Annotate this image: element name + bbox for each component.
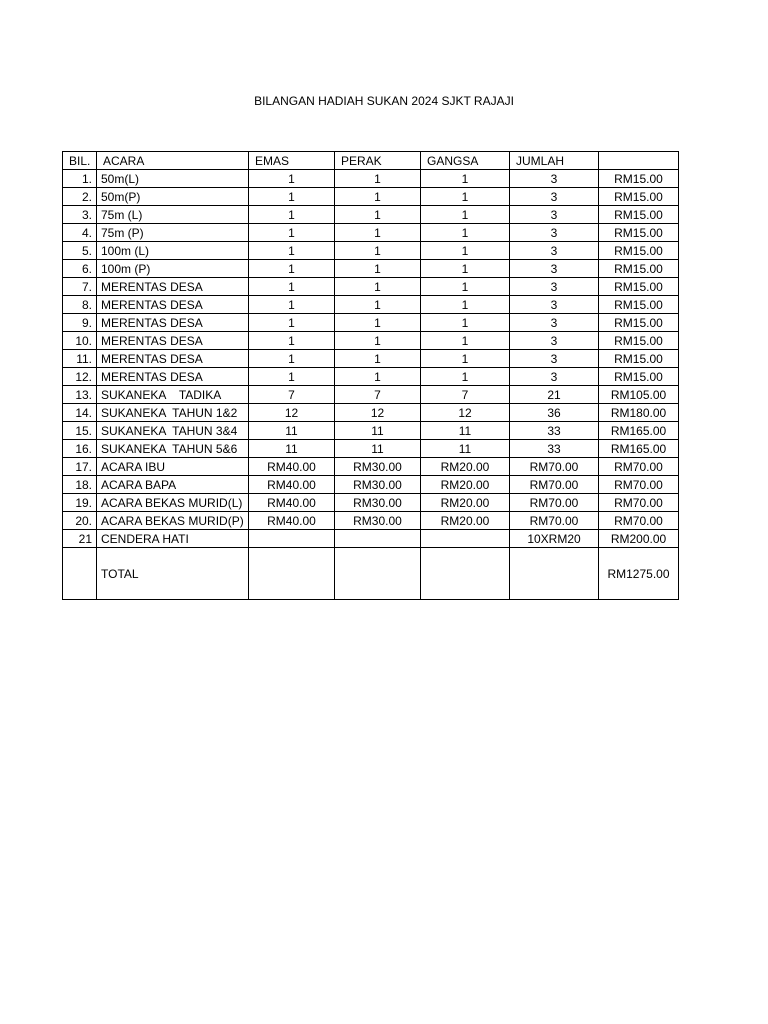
cell-acara: SUKANEKA TADIKA (97, 386, 249, 404)
cell-emas: 1 (249, 170, 335, 188)
cell-perak: RM30.00 (335, 512, 421, 530)
cell-perak: 1 (335, 296, 421, 314)
cell-amount: RM15.00 (599, 224, 679, 242)
cell-jumlah: 3 (510, 224, 599, 242)
cell-gangsa: 11 (421, 440, 510, 458)
cell-amount: RM180.00 (599, 404, 679, 422)
cell-amount: RM15.00 (599, 170, 679, 188)
cell-emas: 7 (249, 386, 335, 404)
cell-amount: RM105.00 (599, 386, 679, 404)
cell-amount: RM15.00 (599, 278, 679, 296)
cell-bil: 3. (63, 206, 97, 224)
cell-jumlah: RM70.00 (510, 458, 599, 476)
cell-gangsa: 11 (421, 422, 510, 440)
table-row (63, 422, 679, 440)
table-row (63, 350, 679, 368)
table-row (63, 494, 679, 512)
cell-jumlah: 33 (510, 440, 599, 458)
cell-amount: RM165.00 (599, 422, 679, 440)
header-jumlah: JUMLAH (510, 152, 599, 170)
cell-amount: RM70.00 (599, 476, 679, 494)
cell-perak: RM30.00 (335, 494, 421, 512)
cell-bil: 20. (63, 512, 97, 530)
cell-bil: 8. (63, 296, 97, 314)
cell-jumlah: RM70.00 (510, 476, 599, 494)
cell-perak: 11 (335, 422, 421, 440)
cell-gangsa: 1 (421, 314, 510, 332)
cell-acara: MERENTAS DESA (97, 296, 249, 314)
cell-gangsa: 1 (421, 206, 510, 224)
cell-jumlah: 3 (510, 332, 599, 350)
cell-bil: 17. (63, 458, 97, 476)
cell-gangsa: 1 (421, 278, 510, 296)
cell-amount: RM15.00 (599, 332, 679, 350)
prize-table (62, 151, 679, 600)
header-emas: EMAS (249, 152, 335, 170)
cell-perak: 1 (335, 206, 421, 224)
table-row (63, 260, 679, 278)
cell-jumlah: 21 (510, 386, 599, 404)
table-row (63, 368, 679, 386)
table-row (63, 206, 679, 224)
cell-jumlah: RM70.00 (510, 512, 599, 530)
table-row (63, 530, 679, 548)
cell-amount: RM15.00 (599, 314, 679, 332)
cell-bil: 11. (63, 350, 97, 368)
cell-jumlah: RM70.00 (510, 494, 599, 512)
table-header-row (63, 152, 679, 170)
cell-emas: 1 (249, 314, 335, 332)
total-row (63, 548, 679, 600)
cell-emas: 1 (249, 206, 335, 224)
cell-amount: RM15.00 (599, 368, 679, 386)
cell-emas: 1 (249, 188, 335, 206)
cell-acara: MERENTAS DESA (97, 368, 249, 386)
cell-bil: 10. (63, 332, 97, 350)
cell-emas: 1 (249, 332, 335, 350)
cell-amount: RM165.00 (599, 440, 679, 458)
cell-emas: 1 (249, 350, 335, 368)
cell-emas: RM40.00 (249, 458, 335, 476)
cell-amount: RM15.00 (599, 206, 679, 224)
cell-amount: RM70.00 (599, 458, 679, 476)
cell-acara: MERENTAS DESA (97, 332, 249, 350)
cell-bil: 7. (63, 278, 97, 296)
cell-perak: 1 (335, 332, 421, 350)
cell-amount: RM15.00 (599, 296, 679, 314)
table-row (63, 386, 679, 404)
table-row (63, 476, 679, 494)
cell-emas: RM40.00 (249, 512, 335, 530)
cell-bil: 9. (63, 314, 97, 332)
cell-gangsa (421, 530, 510, 548)
cell-perak: 1 (335, 350, 421, 368)
cell-jumlah: 3 (510, 260, 599, 278)
table-row (63, 314, 679, 332)
header-perak: PERAK (335, 152, 421, 170)
cell-gangsa: 1 (421, 224, 510, 242)
cell-acara: MERENTAS DESA (97, 350, 249, 368)
cell-emas: 11 (249, 422, 335, 440)
cell-perak: 1 (335, 188, 421, 206)
cell-emas: 1 (249, 224, 335, 242)
cell-amount: RM70.00 (599, 512, 679, 530)
cell-acara: ACARA BEKAS MURID(P) (97, 512, 249, 530)
total-cell-amount: RM1275.00 (599, 548, 679, 600)
cell-acara: SUKANEKA TAHUN 3&4 (97, 422, 249, 440)
cell-amount: RM15.00 (599, 350, 679, 368)
cell-gangsa: 1 (421, 242, 510, 260)
total-cell-acara: TOTAL (97, 548, 249, 600)
total-cell-jumlah (510, 548, 599, 600)
cell-amount: RM15.00 (599, 260, 679, 278)
cell-gangsa: 1 (421, 350, 510, 368)
cell-gangsa: 12 (421, 404, 510, 422)
cell-acara: MERENTAS DESA (97, 278, 249, 296)
cell-perak: 1 (335, 314, 421, 332)
cell-perak: 11 (335, 440, 421, 458)
cell-acara: 100m (L) (97, 242, 249, 260)
header-gangsa: GANGSA (421, 152, 510, 170)
cell-gangsa: 1 (421, 332, 510, 350)
cell-acara: 75m (L) (97, 206, 249, 224)
cell-amount: RM15.00 (599, 242, 679, 260)
cell-acara: 100m (P) (97, 260, 249, 278)
cell-acara: SUKANEKA TAHUN 1&2 (97, 404, 249, 422)
table-row (63, 512, 679, 530)
cell-emas: RM40.00 (249, 494, 335, 512)
cell-amount: RM15.00 (599, 188, 679, 206)
cell-bil: 12. (63, 368, 97, 386)
cell-acara: ACARA IBU (97, 458, 249, 476)
cell-emas: 1 (249, 278, 335, 296)
table-row (63, 188, 679, 206)
cell-acara: 75m (P) (97, 224, 249, 242)
cell-perak: RM30.00 (335, 458, 421, 476)
cell-acara: MERENTAS DESA (97, 314, 249, 332)
total-cell-gangsa (421, 548, 510, 600)
cell-gangsa: 1 (421, 170, 510, 188)
cell-gangsa: RM20.00 (421, 494, 510, 512)
cell-gangsa: RM20.00 (421, 476, 510, 494)
cell-perak: RM30.00 (335, 476, 421, 494)
cell-perak: 1 (335, 242, 421, 260)
cell-emas (249, 530, 335, 548)
cell-acara: ACARA BAPA (97, 476, 249, 494)
cell-jumlah: 33 (510, 422, 599, 440)
cell-emas: 12 (249, 404, 335, 422)
cell-emas: 1 (249, 242, 335, 260)
cell-jumlah: 3 (510, 368, 599, 386)
cell-gangsa: 1 (421, 296, 510, 314)
cell-jumlah: 3 (510, 314, 599, 332)
cell-bil: 18. (63, 476, 97, 494)
cell-perak: 7 (335, 386, 421, 404)
cell-emas: 11 (249, 440, 335, 458)
cell-gangsa: 1 (421, 260, 510, 278)
table-row (63, 224, 679, 242)
cell-jumlah: 3 (510, 350, 599, 368)
table-body (63, 170, 679, 600)
cell-perak: 1 (335, 278, 421, 296)
cell-emas: 1 (249, 368, 335, 386)
cell-bil: 4. (63, 224, 97, 242)
cell-gangsa: 1 (421, 188, 510, 206)
cell-bil: 2. (63, 188, 97, 206)
cell-bil: 19. (63, 494, 97, 512)
cell-perak: 12 (335, 404, 421, 422)
table-row (63, 278, 679, 296)
cell-bil: 6. (63, 260, 97, 278)
cell-gangsa: 1 (421, 368, 510, 386)
cell-emas: RM40.00 (249, 476, 335, 494)
cell-jumlah: 10XRM20 (510, 530, 599, 548)
cell-emas: 1 (249, 260, 335, 278)
cell-acara: CENDERA HATI (97, 530, 249, 548)
cell-jumlah: 3 (510, 206, 599, 224)
cell-gangsa: 7 (421, 386, 510, 404)
table-row (63, 242, 679, 260)
cell-emas: 1 (249, 296, 335, 314)
header-acara: ACARA (97, 152, 249, 170)
cell-jumlah: 36 (510, 404, 599, 422)
cell-jumlah: 3 (510, 278, 599, 296)
cell-bil: 16. (63, 440, 97, 458)
table-row (63, 296, 679, 314)
cell-perak: 1 (335, 260, 421, 278)
header-amount (599, 152, 679, 170)
cell-jumlah: 3 (510, 188, 599, 206)
total-cell-emas (249, 548, 335, 600)
table-row (63, 170, 679, 188)
cell-perak: 1 (335, 368, 421, 386)
table-row (63, 440, 679, 458)
cell-jumlah: 3 (510, 242, 599, 260)
page-title: BILANGAN HADIAH SUKAN 2024 SJKT RAJAJI (254, 94, 514, 108)
cell-bil: 15. (63, 422, 97, 440)
table-row (63, 458, 679, 476)
table-row (63, 404, 679, 422)
cell-gangsa: RM20.00 (421, 458, 510, 476)
header-bil: BIL. (63, 152, 97, 170)
cell-amount: RM70.00 (599, 494, 679, 512)
cell-bil: 1. (63, 170, 97, 188)
cell-acara: 50m(P) (97, 188, 249, 206)
cell-gangsa: RM20.00 (421, 512, 510, 530)
cell-bil: 14. (63, 404, 97, 422)
cell-bil: 13. (63, 386, 97, 404)
total-cell-bil (63, 548, 97, 600)
cell-bil: 21 (63, 530, 97, 548)
cell-acara: 50m(L) (97, 170, 249, 188)
cell-perak: 1 (335, 170, 421, 188)
cell-jumlah: 3 (510, 296, 599, 314)
cell-bil: 5. (63, 242, 97, 260)
table-row (63, 332, 679, 350)
cell-perak (335, 530, 421, 548)
cell-acara: SUKANEKA TAHUN 5&6 (97, 440, 249, 458)
cell-acara: ACARA BEKAS MURID(L) (97, 494, 249, 512)
cell-amount: RM200.00 (599, 530, 679, 548)
total-cell-perak (335, 548, 421, 600)
cell-perak: 1 (335, 224, 421, 242)
cell-jumlah: 3 (510, 170, 599, 188)
